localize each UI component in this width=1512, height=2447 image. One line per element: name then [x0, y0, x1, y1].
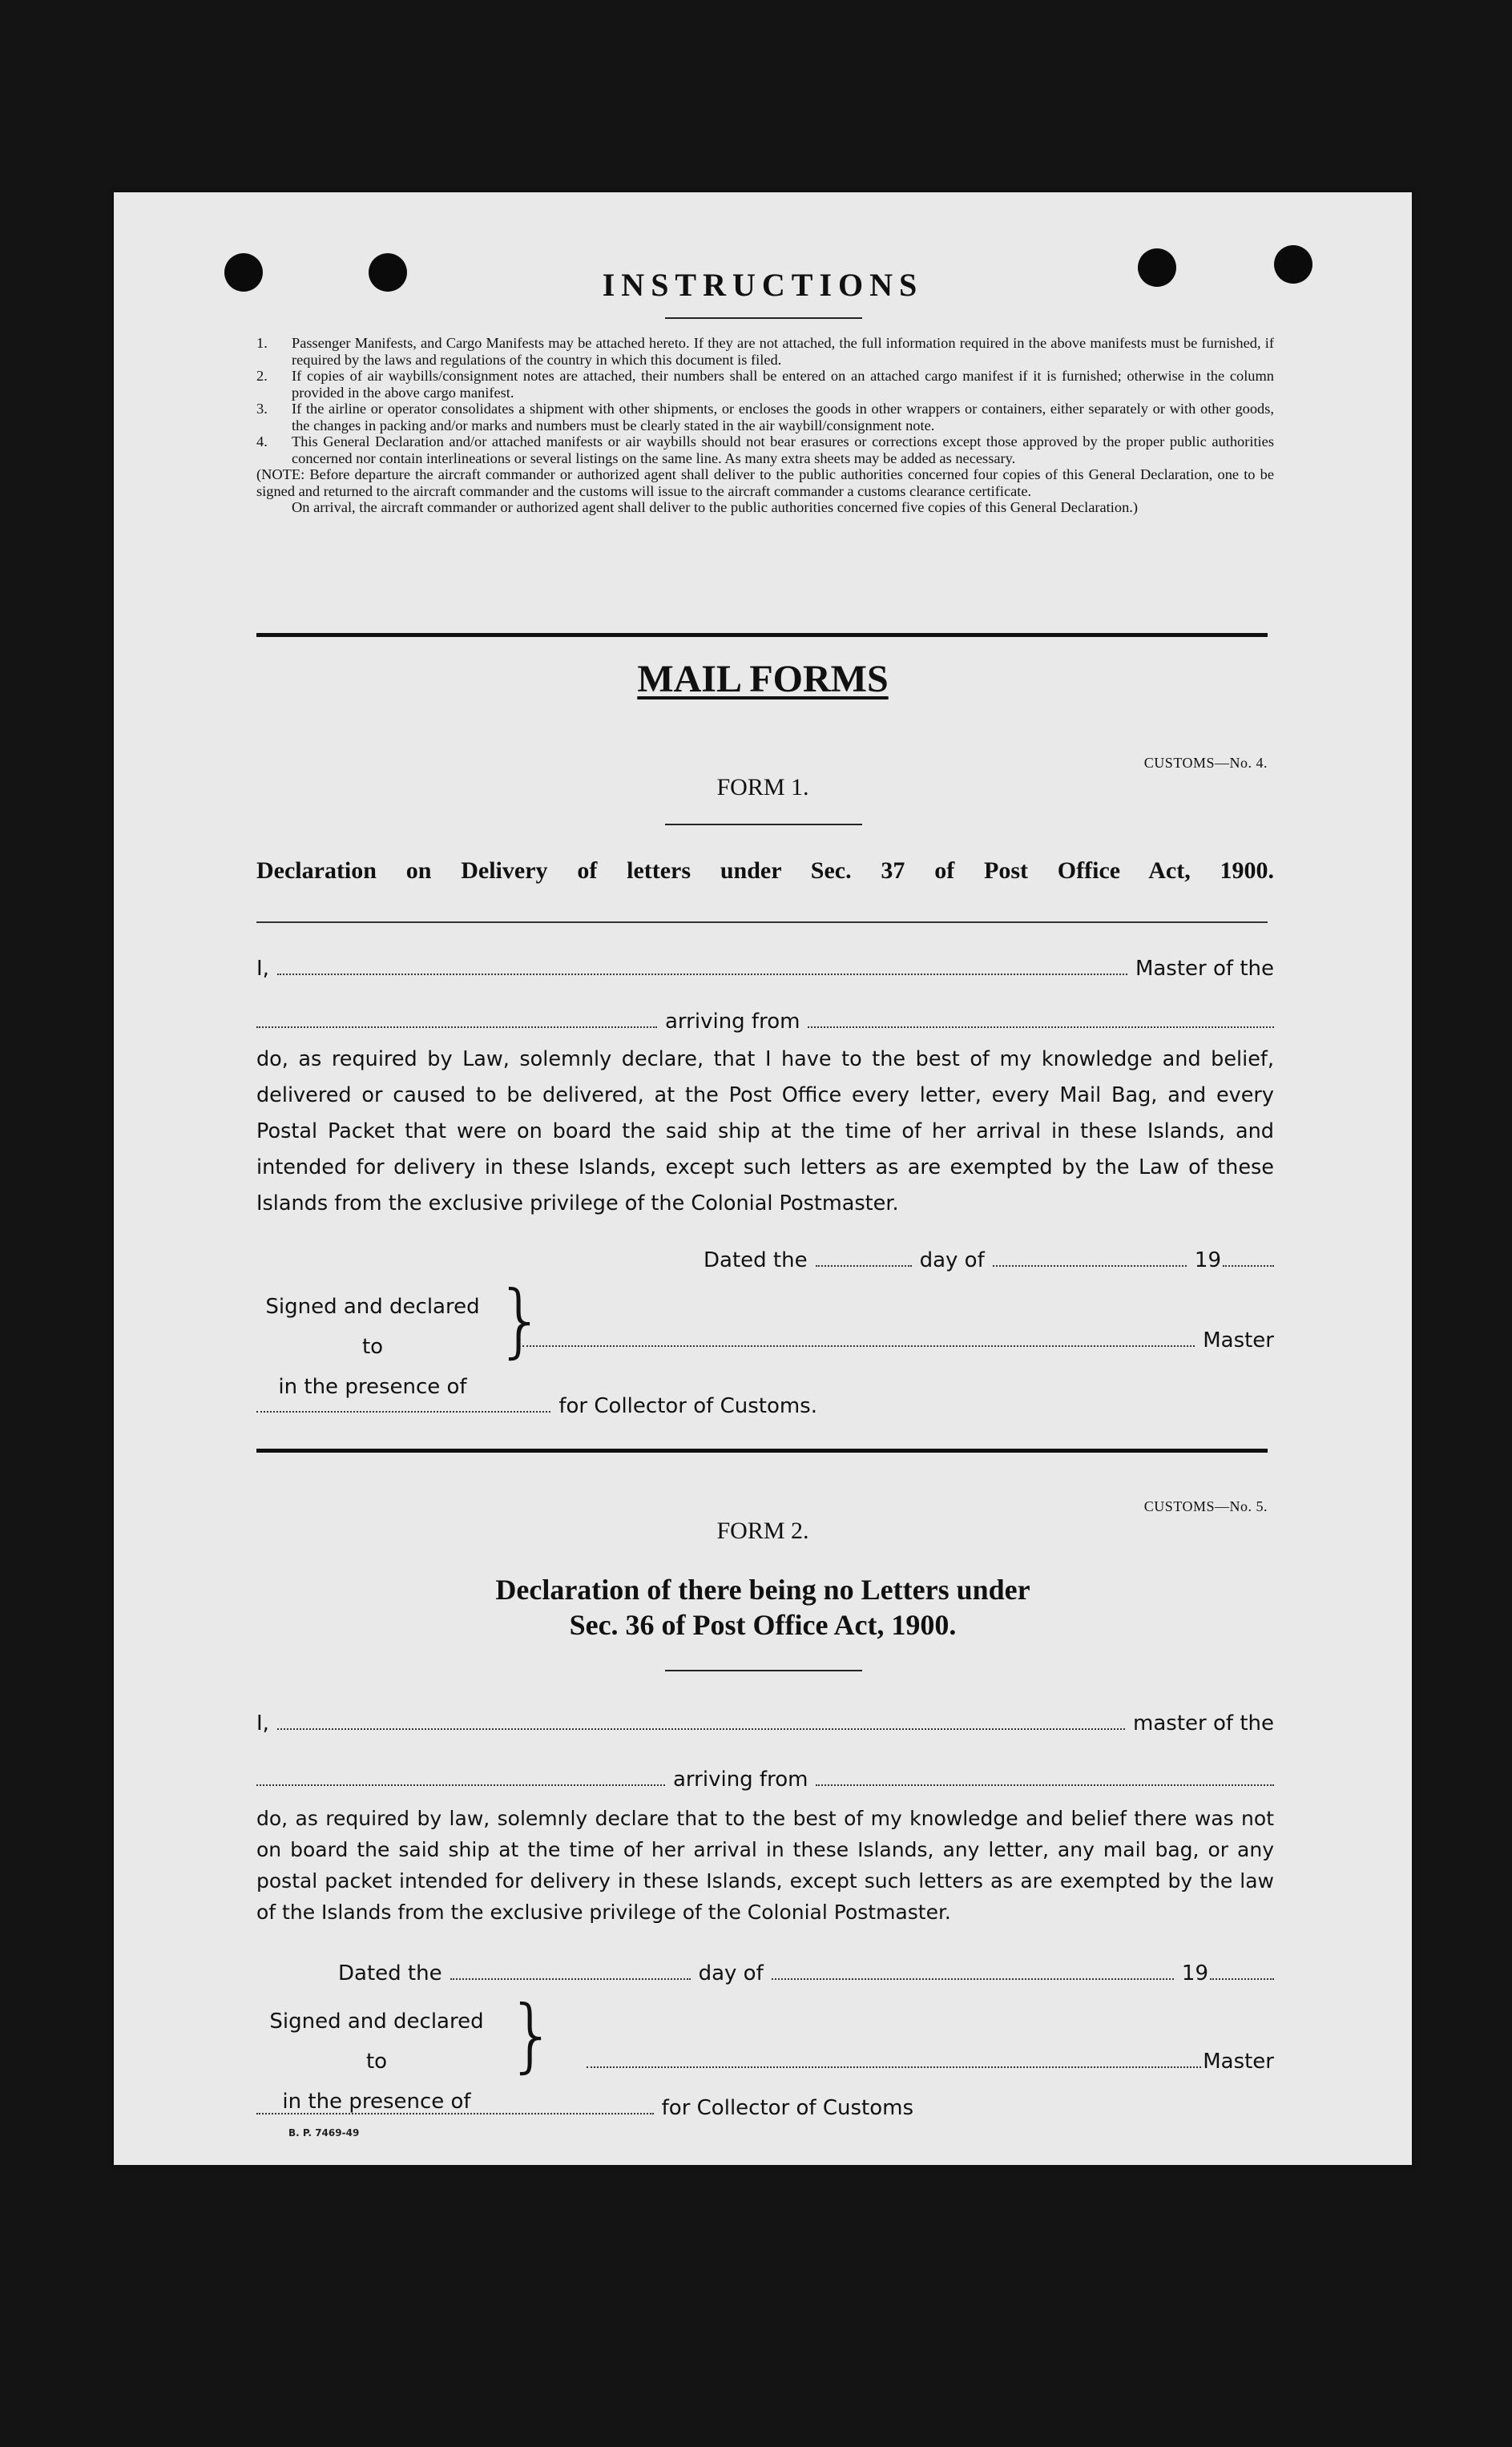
form2-brace: } [506, 1988, 558, 2082]
form1-name-line: I, Master of the [256, 957, 1274, 981]
form2-collector-line: for Collector of Customs [256, 2096, 913, 2120]
form1-master-signature-line: Master [522, 1328, 1274, 1353]
form2-customs-number: CUSTOMS—No. 5. [1143, 1498, 1268, 1514]
instructions-title: INSTRUCTIONS [602, 267, 924, 303]
form1-title: FORM 1. [716, 774, 809, 800]
form1-heading-rule [256, 921, 1268, 923]
form2-date-line: Dated the day of 19 [338, 1961, 1274, 1985]
form2-ship-line: arriving from [256, 1768, 1274, 1792]
printer-code: B. P. 7469-49 [288, 2127, 360, 2139]
day-field[interactable] [816, 1264, 912, 1267]
instructions-list [256, 335, 1274, 516]
name-field[interactable] [277, 1727, 1125, 1730]
form-divider [256, 1449, 1268, 1453]
year-field[interactable] [1223, 1264, 1274, 1267]
form1-ship-line: arriving from [256, 1010, 1274, 1034]
day-field[interactable] [450, 1977, 691, 1980]
form1-date-line: Dated the day of 19 [704, 1248, 1274, 1272]
instructions-title-rule [665, 317, 862, 319]
form2-title: FORM 2. [716, 1518, 809, 1544]
document-page [114, 192, 1412, 2165]
form2-name-line: I, master of the [256, 1711, 1274, 1735]
master-signature-field[interactable] [522, 1344, 1195, 1347]
ship-name-field[interactable] [256, 1784, 665, 1786]
form1-body: do, as required by Law, solemnly declare, that I have to the best of my knowledge and belief, delivered or caused to be delivered, at the Post Office every letter, every Mail Bag, and every Postal Packet that were on board the said ship at the time of her arrival in these Islands, and intended for delivery in these Islands, except such letters as are exempted by the Law of these Islands from the exclusive privilege of the Colonial Postmaster. [256, 1047, 1274, 1215]
arriving-from-field[interactable] [808, 1026, 1274, 1028]
instruction-note-arrival: On arrival, the aircraft commander or authorized agent shall deliver to the public authorities concerned five copies of this General Declaration.) [292, 499, 1139, 515]
year-field[interactable] [1210, 1977, 1274, 1980]
arriving-from-field[interactable] [816, 1784, 1274, 1786]
instruction-item: 3. If the airline or operator consolidates a shipment with other shipments, or encloses the goods in other wrappers or containers, either separately or with other goods, the changes in packing and/or marks and numbers must be clearly stated in the air waybill/consignment note. [256, 401, 1274, 433]
section-divider [256, 633, 1268, 637]
form1-customs-number: CUSTOMS—No. 4. [1143, 755, 1268, 771]
instruction-item: 1. Passenger Manifests, and Cargo Manifests may be attached hereto. If they are not attached, the full information required in the above manifests must be furnished, if required by the laws and regulations of the country in which this document is filed. [256, 335, 1274, 368]
form1-collector-line: for Collector of Customs. [256, 1394, 817, 1418]
name-field[interactable] [277, 973, 1127, 975]
form2-body: do, as required by law, solemnly declare that to the best of my knowledge and belief there was not on board the said ship at the time of her arrival in these Islands, any letter, any mail bag, or any postal packet intended for delivery in these Islands, except such letters as are exempted by the law of the Islands from the exclusive privilege of the Colonial Postmaster. [256, 1807, 1274, 1924]
form2-signed-label: Signed and declared to in the presence of [269, 2010, 484, 2114]
form1-title-rule [665, 824, 862, 825]
instruction-note: (NOTE: Before departure the aircraft commander or authorized agent shall deliver to the public authorities concerned four copies of this General Declaration, one to be signed and returned to the aircraft commander and the customs will issue to the aircraft commander a customs clearance certificate. [256, 466, 1274, 499]
form2-title-rule [665, 1670, 862, 1671]
month-field[interactable] [993, 1264, 1187, 1267]
collector-signature-field[interactable] [256, 1410, 550, 1413]
collector-signature-field[interactable] [256, 2112, 654, 2114]
form2-master-signature-line: Master [587, 2050, 1274, 2074]
master-signature-field[interactable] [587, 2066, 1201, 2068]
instruction-item: 2. If copies of air waybills/consignment notes are attached, their numbers shall be entered on an attached cargo manifest if it is furnished; otherwise in the column provided in the above cargo manifest. [256, 368, 1274, 401]
instruction-item: 4. This General Declaration and/or attached manifests or air waybills should not bear erasures or corrections except those approved by the proper public authorities concerned nor contain interlineations or several listings on the same line. As many extra sheets may be added as necessary. [256, 433, 1274, 466]
form1-declaration-heading: Declaration on Delivery of letters under Sec. 37 of Post Office Act, 1900. [256, 857, 1274, 884]
month-field[interactable] [772, 1977, 1174, 1980]
form1-brace: } [495, 1273, 546, 1367]
form1-signed-label: Signed and declared to in the presence of [265, 1295, 480, 1399]
form2-declaration-heading: Declaration of there being no Letters under Sec. 36 of Post Office Act, 1900. [495, 1574, 1030, 1641]
ship-name-field[interactable] [256, 1026, 657, 1028]
mail-forms-title: MAIL FORMS [637, 658, 889, 700]
